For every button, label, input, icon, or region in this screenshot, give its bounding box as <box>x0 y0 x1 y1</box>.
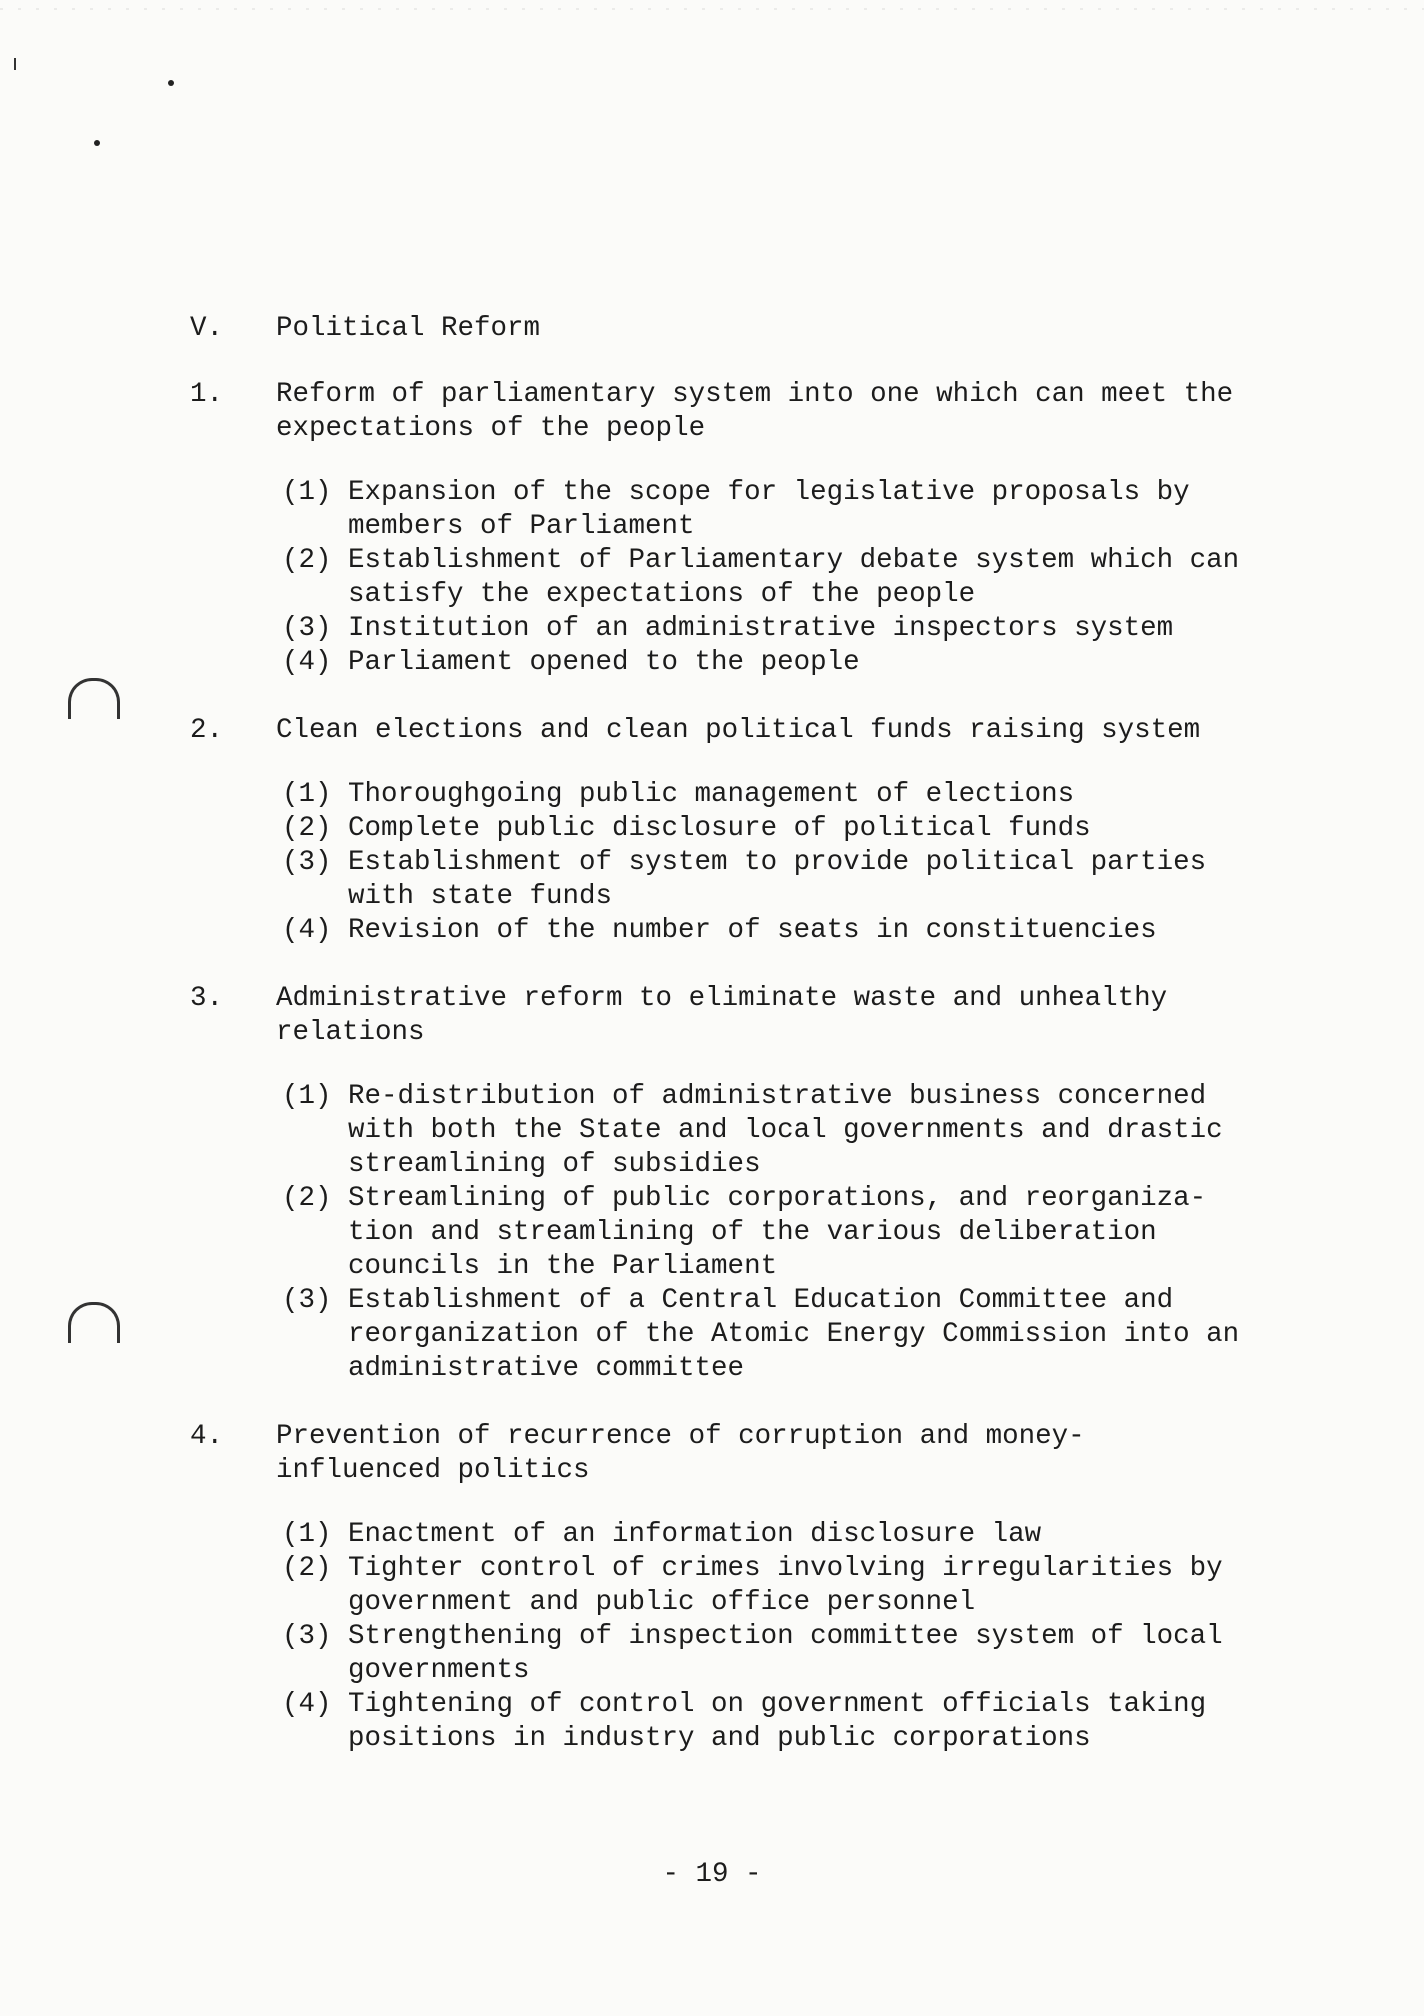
section-header <box>190 1420 1270 1488</box>
item-text: Establishment of a Central Education Committee and reorganization of the Atomic Energy Commission into an administrative committee <box>348 1285 1240 1384</box>
item-text: Establishment of system to provide political parties with state funds <box>348 847 1207 912</box>
reform-section <box>190 714 1270 948</box>
item-marker: (1) <box>282 477 332 508</box>
item-text: Complete public disclosure of political funds <box>348 813 1091 844</box>
item-text: Re-distribution of administrative business concerned with both the State and local governments and drastic streamlining of subsidies <box>348 1081 1223 1180</box>
punch-hole-mark <box>68 1302 120 1343</box>
item-marker: (2) <box>282 1183 332 1214</box>
scan-edge-marks <box>0 8 1424 10</box>
section-title: Prevention of recurrence of corruption and money- influenced politics <box>276 1421 1085 1486</box>
section-number: 3. <box>190 983 224 1014</box>
reform-sections <box>190 378 1270 1756</box>
item-text: Strengthening of inspection committee system of local governments <box>348 1621 1223 1686</box>
item-marker: (3) <box>282 847 332 878</box>
list-item <box>282 812 1270 846</box>
item-marker: (4) <box>282 647 332 678</box>
scan-mark <box>14 58 16 70</box>
list-item <box>282 1182 1270 1284</box>
item-text: Institution of an administrative inspectors system <box>348 613 1174 644</box>
section-item-list <box>190 1518 1270 1756</box>
item-marker: (2) <box>282 545 332 576</box>
item-marker: (4) <box>282 915 332 946</box>
list-item <box>282 476 1270 544</box>
reform-section <box>190 378 1270 680</box>
punch-hole-mark <box>68 678 120 719</box>
item-text: Thoroughgoing public management of elections <box>348 779 1075 810</box>
list-item <box>282 1518 1270 1552</box>
list-item <box>282 1080 1270 1182</box>
item-text: Enactment of an information disclosure law <box>348 1519 1042 1550</box>
list-item <box>282 846 1270 914</box>
list-item <box>282 1284 1270 1386</box>
section-heading <box>190 312 1270 346</box>
item-text: Streamlining of public corporations, and reorganiza- tion and streamlining of the various deliberation councils in the Parliament <box>348 1183 1207 1282</box>
item-marker: (3) <box>282 613 332 644</box>
item-marker: (1) <box>282 1519 332 1550</box>
page-number: - 19 - <box>662 1859 762 1890</box>
document-body <box>190 312 1270 1790</box>
item-marker: (1) <box>282 779 332 810</box>
item-marker: (2) <box>282 1553 332 1584</box>
list-item <box>282 646 1270 680</box>
section-header <box>190 982 1270 1050</box>
item-text: Revision of the number of seats in constituencies <box>348 915 1157 946</box>
item-marker: (4) <box>282 1689 332 1720</box>
heading-title: Political Reform <box>276 313 541 344</box>
heading-numeral: V. <box>190 313 224 344</box>
section-item-list <box>190 778 1270 948</box>
section-item-list <box>190 476 1270 680</box>
list-item <box>282 1688 1270 1756</box>
section-title: Reform of parliamentary system into one which can meet the expectations of the people <box>276 379 1234 444</box>
list-item <box>282 1552 1270 1620</box>
scan-speck <box>94 140 100 146</box>
item-text: Expansion of the scope for legislative proposals by members of Parliament <box>348 477 1190 542</box>
list-item <box>282 612 1270 646</box>
scan-speck <box>168 80 174 86</box>
item-text: Parliament opened to the people <box>348 647 860 678</box>
reform-section <box>190 982 1270 1386</box>
item-text: Tightening of control on government officials taking positions in industry and public corporations <box>348 1689 1207 1754</box>
list-item <box>282 914 1270 948</box>
list-item <box>282 1620 1270 1688</box>
section-header <box>190 378 1270 446</box>
list-item <box>282 544 1270 612</box>
item-text: Tighter control of crimes involving irregularities by government and public office personnel <box>348 1553 1223 1618</box>
section-header <box>190 714 1270 748</box>
section-title: Administrative reform to eliminate waste and unhealthy relations <box>276 983 1168 1048</box>
item-text: Establishment of Parliamentary debate system which can satisfy the expectations of the people <box>348 545 1240 610</box>
section-item-list <box>190 1080 1270 1386</box>
reform-section <box>190 1420 1270 1756</box>
section-number: 4. <box>190 1421 224 1452</box>
section-number: 1. <box>190 379 224 410</box>
list-item <box>282 778 1270 812</box>
item-marker: (1) <box>282 1081 332 1112</box>
section-title: Clean elections and clean political funds raising system <box>276 715 1201 746</box>
item-marker: (3) <box>282 1621 332 1652</box>
item-marker: (2) <box>282 813 332 844</box>
section-number: 2. <box>190 715 224 746</box>
item-marker: (3) <box>282 1285 332 1316</box>
